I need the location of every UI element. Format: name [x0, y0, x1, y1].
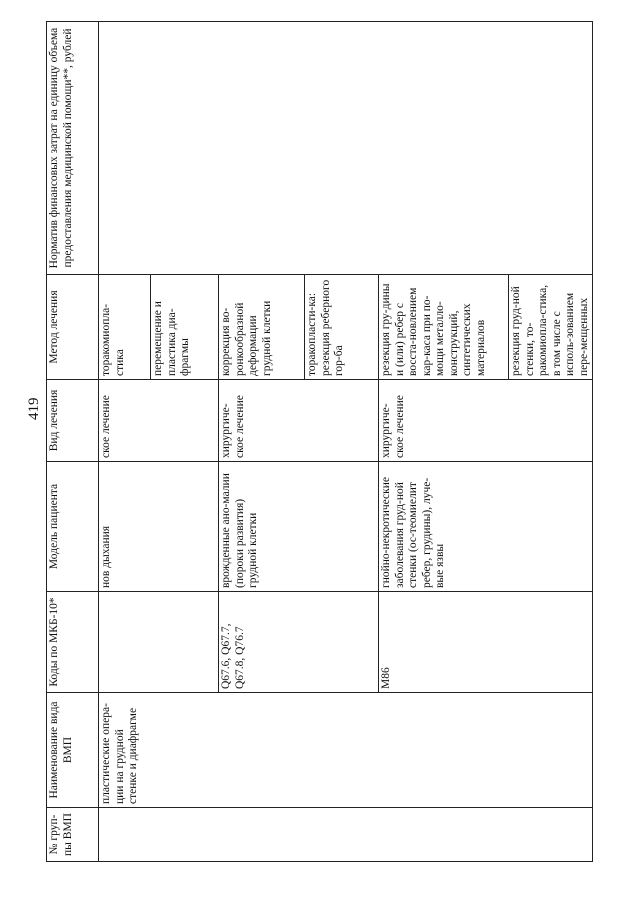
kind-cell: ское лечение	[99, 380, 219, 462]
model-cell: нов дыхания	[99, 462, 219, 592]
method-cell: резекция гру-дины и (или) ребер с восста-новлением кар-каса при по-мощи металло-конструкций, синтетических материалов	[379, 275, 509, 380]
vmp-table	[46, 21, 593, 862]
header-norm: Норматив финансовых затрат на единицу объема предоставления медицинской помощи**, рублей	[47, 22, 99, 275]
header-name: Наименование вида ВМП	[47, 693, 99, 808]
table-header-row	[47, 22, 99, 862]
codes-cell: Q67.6, Q67.7, Q67.8, Q76.7	[219, 592, 379, 693]
header-method: Метод лечения	[47, 275, 99, 380]
norm-cell	[99, 22, 593, 275]
name-cell: пластические опера-ции на грудной стенке и диафрагме	[99, 693, 593, 808]
table-row	[99, 22, 151, 862]
method-cell: торакопласти-ка: резекция реберного гор-ба	[305, 275, 379, 380]
method-cell: торакомиопла-стика	[99, 275, 151, 380]
group-cell	[99, 808, 593, 862]
model-cell: гнойно-некротические заболевания груд-ной стенки (ос-теомиелит ребер, грудины), луче-вые язвы	[379, 462, 593, 592]
page-number: 419	[26, 397, 42, 420]
codes-cell	[99, 592, 219, 693]
header-model: Модель пациента	[47, 462, 99, 592]
kind-cell: хирургиче-ское лечение	[379, 380, 593, 462]
rotated-table-wrapper	[46, 22, 590, 862]
method-cell: резекция груд-ной стенки, то-ракомиопла-стика, в том числе с исполь-зованием пере-мещенных	[509, 275, 593, 380]
kind-cell: хирургиче-ское лечение	[219, 380, 379, 462]
header-kind: Вид лечения	[47, 380, 99, 462]
model-cell: врожденные ано-малии (пороки развития) грудной клетки	[219, 462, 379, 592]
method-cell: коррекция во-ронкообразной деформации грудной клетки	[219, 275, 305, 380]
method-cell: перемещение и пластика диа-фрагмы	[151, 275, 219, 380]
header-codes: Коды по МКБ-10*	[47, 592, 99, 693]
codes-cell: M86	[379, 592, 593, 693]
header-group: № груп-пы ВМП	[47, 808, 99, 862]
